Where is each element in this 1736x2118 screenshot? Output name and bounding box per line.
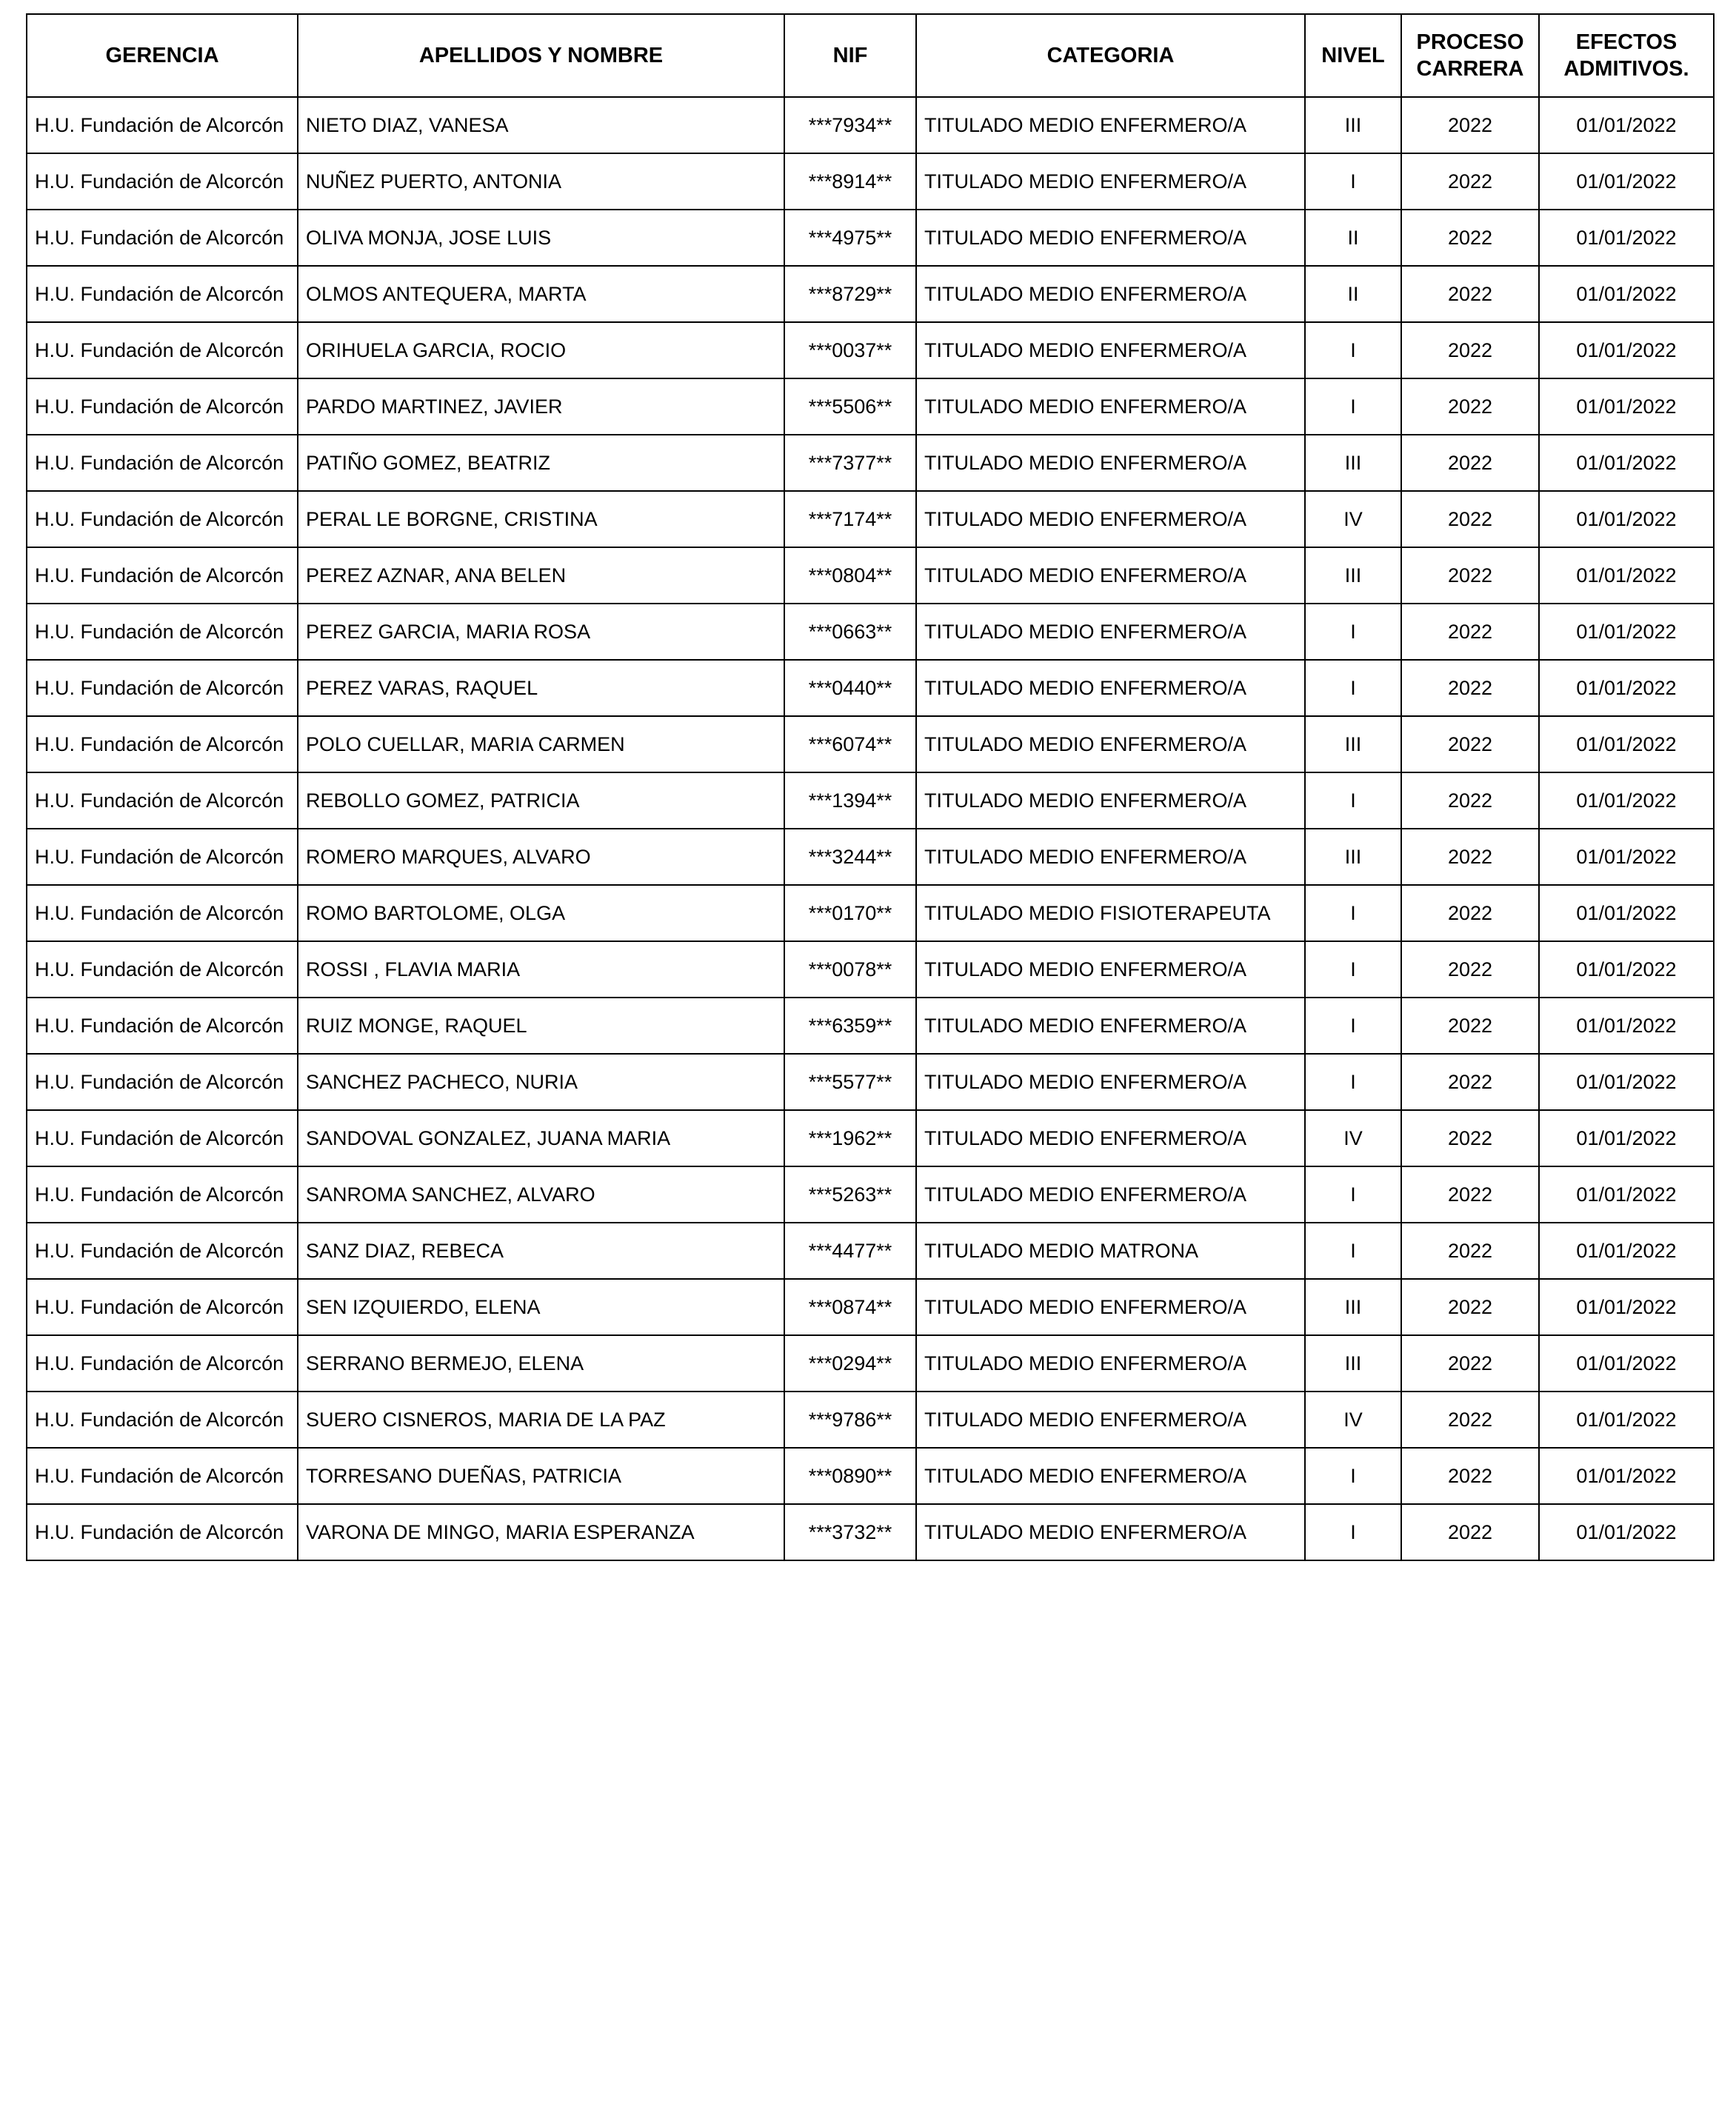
cell-nombre: SANZ DIAZ, REBECA xyxy=(298,1223,784,1279)
table-row xyxy=(27,547,1714,604)
cell-gerencia: H.U. Fundación de Alcorcón xyxy=(27,1110,298,1166)
cell-gerencia: H.U. Fundación de Alcorcón xyxy=(27,998,298,1054)
column-header-nivel: NIVEL xyxy=(1305,14,1401,97)
cell-nombre: PERAL LE BORGNE, CRISTINA xyxy=(298,491,784,547)
cell-categoria: TITULADO MEDIO ENFERMERO/A xyxy=(916,1448,1305,1504)
cell-nombre: TORRESANO DUEÑAS, PATRICIA xyxy=(298,1448,784,1504)
cell-gerencia: H.U. Fundación de Alcorcón xyxy=(27,491,298,547)
cell-gerencia: H.U. Fundación de Alcorcón xyxy=(27,1054,298,1110)
cell-proceso-carrera: 2022 xyxy=(1401,266,1539,322)
cell-nivel: I xyxy=(1305,941,1401,998)
cell-efectos-admitivos: 01/01/2022 xyxy=(1539,660,1714,716)
cell-gerencia: H.U. Fundación de Alcorcón xyxy=(27,1335,298,1392)
cell-nivel: III xyxy=(1305,1335,1401,1392)
cell-nombre: REBOLLO GOMEZ, PATRICIA xyxy=(298,772,784,829)
cell-efectos-admitivos: 01/01/2022 xyxy=(1539,1054,1714,1110)
cell-proceso-carrera: 2022 xyxy=(1401,1448,1539,1504)
cell-nif: ***5263** xyxy=(784,1166,916,1223)
cell-categoria: TITULADO MEDIO ENFERMERO/A xyxy=(916,941,1305,998)
cell-proceso-carrera: 2022 xyxy=(1401,547,1539,604)
cell-nombre: OLIVA MONJA, JOSE LUIS xyxy=(298,210,784,266)
cell-gerencia: H.U. Fundación de Alcorcón xyxy=(27,266,298,322)
cell-categoria: TITULADO MEDIO ENFERMERO/A xyxy=(916,1392,1305,1448)
cell-efectos-admitivos: 01/01/2022 xyxy=(1539,1110,1714,1166)
table-row xyxy=(27,97,1714,153)
cell-categoria: TITULADO MEDIO ENFERMERO/A xyxy=(916,1279,1305,1335)
cell-proceso-carrera: 2022 xyxy=(1401,1504,1539,1560)
table-row xyxy=(27,885,1714,941)
cell-nif: ***0804** xyxy=(784,547,916,604)
cell-proceso-carrera: 2022 xyxy=(1401,1110,1539,1166)
cell-efectos-admitivos: 01/01/2022 xyxy=(1539,829,1714,885)
cell-nif: ***7174** xyxy=(784,491,916,547)
table-row xyxy=(27,660,1714,716)
cell-gerencia: H.U. Fundación de Alcorcón xyxy=(27,1504,298,1560)
cell-proceso-carrera: 2022 xyxy=(1401,772,1539,829)
cell-efectos-admitivos: 01/01/2022 xyxy=(1539,1448,1714,1504)
cell-nivel: I xyxy=(1305,378,1401,435)
cell-categoria: TITULADO MEDIO MATRONA xyxy=(916,1223,1305,1279)
cell-proceso-carrera: 2022 xyxy=(1401,1279,1539,1335)
cell-nif: ***5577** xyxy=(784,1054,916,1110)
cell-efectos-admitivos: 01/01/2022 xyxy=(1539,1166,1714,1223)
cell-nombre: SEN IZQUIERDO, ELENA xyxy=(298,1279,784,1335)
cell-nombre: SANROMA SANCHEZ, ALVARO xyxy=(298,1166,784,1223)
cell-nivel: I xyxy=(1305,1223,1401,1279)
cell-categoria: TITULADO MEDIO ENFERMERO/A xyxy=(916,1110,1305,1166)
cell-gerencia: H.U. Fundación de Alcorcón xyxy=(27,885,298,941)
cell-nif: ***4477** xyxy=(784,1223,916,1279)
cell-nombre: VARONA DE MINGO, MARIA ESPERANZA xyxy=(298,1504,784,1560)
cell-efectos-admitivos: 01/01/2022 xyxy=(1539,1279,1714,1335)
cell-nivel: I xyxy=(1305,604,1401,660)
cell-proceso-carrera: 2022 xyxy=(1401,660,1539,716)
cell-efectos-admitivos: 01/01/2022 xyxy=(1539,716,1714,772)
cell-nivel: I xyxy=(1305,322,1401,378)
cell-nif: ***1394** xyxy=(784,772,916,829)
table-row xyxy=(27,266,1714,322)
cell-nombre: NUÑEZ PUERTO, ANTONIA xyxy=(298,153,784,210)
cell-categoria: TITULADO MEDIO ENFERMERO/A xyxy=(916,1166,1305,1223)
cell-nif: ***0663** xyxy=(784,604,916,660)
cell-nombre: ROMERO MARQUES, ALVARO xyxy=(298,829,784,885)
cell-nivel: III xyxy=(1305,716,1401,772)
cell-nif: ***0294** xyxy=(784,1335,916,1392)
cell-nivel: III xyxy=(1305,829,1401,885)
cell-gerencia: H.U. Fundación de Alcorcón xyxy=(27,1392,298,1448)
cell-efectos-admitivos: 01/01/2022 xyxy=(1539,1504,1714,1560)
cell-proceso-carrera: 2022 xyxy=(1401,941,1539,998)
table-row xyxy=(27,941,1714,998)
cell-proceso-carrera: 2022 xyxy=(1401,153,1539,210)
cell-nivel: I xyxy=(1305,772,1401,829)
cell-gerencia: H.U. Fundación de Alcorcón xyxy=(27,435,298,491)
cell-gerencia: H.U. Fundación de Alcorcón xyxy=(27,716,298,772)
cell-categoria: TITULADO MEDIO ENFERMERO/A xyxy=(916,378,1305,435)
cell-gerencia: H.U. Fundación de Alcorcón xyxy=(27,153,298,210)
cell-proceso-carrera: 2022 xyxy=(1401,1392,1539,1448)
cell-gerencia: H.U. Fundación de Alcorcón xyxy=(27,1223,298,1279)
cell-nif: ***6359** xyxy=(784,998,916,1054)
table-row xyxy=(27,1110,1714,1166)
cell-nivel: II xyxy=(1305,266,1401,322)
cell-nivel: III xyxy=(1305,1279,1401,1335)
cell-nivel: I xyxy=(1305,1448,1401,1504)
column-header-gerencia: GERENCIA xyxy=(27,14,298,97)
cell-gerencia: H.U. Fundación de Alcorcón xyxy=(27,604,298,660)
cell-nombre: PEREZ AZNAR, ANA BELEN xyxy=(298,547,784,604)
table-row xyxy=(27,491,1714,547)
cell-categoria: TITULADO MEDIO ENFERMERO/A xyxy=(916,322,1305,378)
cell-nombre: OLMOS ANTEQUERA, MARTA xyxy=(298,266,784,322)
cell-proceso-carrera: 2022 xyxy=(1401,1054,1539,1110)
cell-gerencia: H.U. Fundación de Alcorcón xyxy=(27,941,298,998)
cell-efectos-admitivos: 01/01/2022 xyxy=(1539,941,1714,998)
cell-nombre: PATIÑO GOMEZ, BEATRIZ xyxy=(298,435,784,491)
cell-gerencia: H.U. Fundación de Alcorcón xyxy=(27,772,298,829)
cell-nivel: III xyxy=(1305,435,1401,491)
table-row xyxy=(27,210,1714,266)
cell-nif: ***8729** xyxy=(784,266,916,322)
cell-nivel: I xyxy=(1305,885,1401,941)
table-row xyxy=(27,153,1714,210)
cell-nif: ***0037** xyxy=(784,322,916,378)
table-row xyxy=(27,1223,1714,1279)
cell-efectos-admitivos: 01/01/2022 xyxy=(1539,604,1714,660)
table-row xyxy=(27,716,1714,772)
cell-nif: ***7934** xyxy=(784,97,916,153)
cell-categoria: TITULADO MEDIO ENFERMERO/A xyxy=(916,547,1305,604)
cell-nivel: I xyxy=(1305,998,1401,1054)
cell-nombre: SANCHEZ PACHECO, NURIA xyxy=(298,1054,784,1110)
cell-nivel: IV xyxy=(1305,1392,1401,1448)
cell-nivel: I xyxy=(1305,660,1401,716)
column-header-nif: NIF xyxy=(784,14,916,97)
cell-proceso-carrera: 2022 xyxy=(1401,97,1539,153)
cell-proceso-carrera: 2022 xyxy=(1401,1223,1539,1279)
cell-efectos-admitivos: 01/01/2022 xyxy=(1539,998,1714,1054)
cell-nombre: PEREZ VARAS, RAQUEL xyxy=(298,660,784,716)
cell-nif: ***0440** xyxy=(784,660,916,716)
cell-nif: ***8914** xyxy=(784,153,916,210)
cell-nivel: I xyxy=(1305,1504,1401,1560)
cell-nombre: POLO CUELLAR, MARIA CARMEN xyxy=(298,716,784,772)
column-header-categoria: CATEGORIA xyxy=(916,14,1305,97)
cell-proceso-carrera: 2022 xyxy=(1401,1335,1539,1392)
table-row xyxy=(27,435,1714,491)
table-row xyxy=(27,1504,1714,1560)
cell-nivel: III xyxy=(1305,547,1401,604)
cell-nombre: NIETO DIAZ, VANESA xyxy=(298,97,784,153)
cell-proceso-carrera: 2022 xyxy=(1401,210,1539,266)
cell-nif: ***6074** xyxy=(784,716,916,772)
cell-proceso-carrera: 2022 xyxy=(1401,829,1539,885)
table-row xyxy=(27,772,1714,829)
cell-nombre: PARDO MARTINEZ, JAVIER xyxy=(298,378,784,435)
table-row xyxy=(27,1392,1714,1448)
cell-nombre: RUIZ MONGE, RAQUEL xyxy=(298,998,784,1054)
cell-gerencia: H.U. Fundación de Alcorcón xyxy=(27,829,298,885)
cell-nombre: SUERO CISNEROS, MARIA DE LA PAZ xyxy=(298,1392,784,1448)
cell-categoria: TITULADO MEDIO ENFERMERO/A xyxy=(916,1504,1305,1560)
cell-nif: ***7377** xyxy=(784,435,916,491)
cell-nif: ***1962** xyxy=(784,1110,916,1166)
cell-efectos-admitivos: 01/01/2022 xyxy=(1539,322,1714,378)
table-head xyxy=(27,14,1714,97)
cell-nif: ***9786** xyxy=(784,1392,916,1448)
table-row xyxy=(27,1335,1714,1392)
cell-efectos-admitivos: 01/01/2022 xyxy=(1539,772,1714,829)
cell-proceso-carrera: 2022 xyxy=(1401,998,1539,1054)
cell-categoria: TITULADO MEDIO ENFERMERO/A xyxy=(916,716,1305,772)
cell-gerencia: H.U. Fundación de Alcorcón xyxy=(27,1279,298,1335)
cell-categoria: TITULADO MEDIO ENFERMERO/A xyxy=(916,772,1305,829)
cell-proceso-carrera: 2022 xyxy=(1401,604,1539,660)
cell-proceso-carrera: 2022 xyxy=(1401,322,1539,378)
cell-nivel: IV xyxy=(1305,491,1401,547)
cell-gerencia: H.U. Fundación de Alcorcón xyxy=(27,660,298,716)
cell-categoria: TITULADO MEDIO ENFERMERO/A xyxy=(916,435,1305,491)
cell-categoria: TITULADO MEDIO ENFERMERO/A xyxy=(916,97,1305,153)
column-header-proceso-carrera: PROCESO CARRERA xyxy=(1401,14,1539,97)
table-row xyxy=(27,1054,1714,1110)
cell-nif: ***0874** xyxy=(784,1279,916,1335)
cell-categoria: TITULADO MEDIO ENFERMERO/A xyxy=(916,210,1305,266)
column-header-nombre: APELLIDOS Y NOMBRE xyxy=(298,14,784,97)
cell-nivel: I xyxy=(1305,153,1401,210)
cell-categoria: TITULADO MEDIO ENFERMERO/A xyxy=(916,1054,1305,1110)
cell-categoria: TITULADO MEDIO ENFERMERO/A xyxy=(916,266,1305,322)
cell-efectos-admitivos: 01/01/2022 xyxy=(1539,378,1714,435)
cell-categoria: TITULADO MEDIO ENFERMERO/A xyxy=(916,604,1305,660)
cell-efectos-admitivos: 01/01/2022 xyxy=(1539,885,1714,941)
cell-nombre: ROMO BARTOLOME, OLGA xyxy=(298,885,784,941)
table-row xyxy=(27,1166,1714,1223)
cell-categoria: TITULADO MEDIO ENFERMERO/A xyxy=(916,1335,1305,1392)
cell-proceso-carrera: 2022 xyxy=(1401,491,1539,547)
cell-nif: ***0170** xyxy=(784,885,916,941)
table-row xyxy=(27,322,1714,378)
table-row xyxy=(27,1448,1714,1504)
table-row xyxy=(27,829,1714,885)
cell-categoria: TITULADO MEDIO ENFERMERO/A xyxy=(916,998,1305,1054)
cell-nif: ***3244** xyxy=(784,829,916,885)
cell-nivel: III xyxy=(1305,97,1401,153)
cell-nif: ***0890** xyxy=(784,1448,916,1504)
cell-gerencia: H.U. Fundación de Alcorcón xyxy=(27,97,298,153)
cell-nif: ***0078** xyxy=(784,941,916,998)
cell-efectos-admitivos: 01/01/2022 xyxy=(1539,547,1714,604)
cell-efectos-admitivos: 01/01/2022 xyxy=(1539,97,1714,153)
table-row xyxy=(27,378,1714,435)
cell-nivel: II xyxy=(1305,210,1401,266)
cell-gerencia: H.U. Fundación de Alcorcón xyxy=(27,1166,298,1223)
cell-nombre: SERRANO BERMEJO, ELENA xyxy=(298,1335,784,1392)
cell-gerencia: H.U. Fundación de Alcorcón xyxy=(27,322,298,378)
cell-nombre: ROSSI , FLAVIA MARIA xyxy=(298,941,784,998)
personnel-table xyxy=(26,13,1715,1561)
cell-efectos-admitivos: 01/01/2022 xyxy=(1539,435,1714,491)
cell-efectos-admitivos: 01/01/2022 xyxy=(1539,153,1714,210)
cell-nombre: ORIHUELA GARCIA, ROCIO xyxy=(298,322,784,378)
cell-categoria: TITULADO MEDIO ENFERMERO/A xyxy=(916,491,1305,547)
cell-categoria: TITULADO MEDIO FISIOTERAPEUTA xyxy=(916,885,1305,941)
cell-efectos-admitivos: 01/01/2022 xyxy=(1539,266,1714,322)
cell-proceso-carrera: 2022 xyxy=(1401,1166,1539,1223)
cell-categoria: TITULADO MEDIO ENFERMERO/A xyxy=(916,660,1305,716)
cell-categoria: TITULADO MEDIO ENFERMERO/A xyxy=(916,153,1305,210)
cell-efectos-admitivos: 01/01/2022 xyxy=(1539,1392,1714,1448)
cell-gerencia: H.U. Fundación de Alcorcón xyxy=(27,378,298,435)
cell-efectos-admitivos: 01/01/2022 xyxy=(1539,1223,1714,1279)
cell-gerencia: H.U. Fundación de Alcorcón xyxy=(27,210,298,266)
cell-efectos-admitivos: 01/01/2022 xyxy=(1539,210,1714,266)
cell-efectos-admitivos: 01/01/2022 xyxy=(1539,491,1714,547)
cell-efectos-admitivos: 01/01/2022 xyxy=(1539,1335,1714,1392)
cell-gerencia: H.U. Fundación de Alcorcón xyxy=(27,1448,298,1504)
cell-nombre: PEREZ GARCIA, MARIA ROSA xyxy=(298,604,784,660)
table-row xyxy=(27,604,1714,660)
cell-gerencia: H.U. Fundación de Alcorcón xyxy=(27,547,298,604)
column-header-efectos-admitivos: EFECTOS ADMITIVOS. xyxy=(1539,14,1714,97)
cell-nif: ***5506** xyxy=(784,378,916,435)
cell-nivel: IV xyxy=(1305,1110,1401,1166)
table-body xyxy=(27,97,1714,1560)
table-row xyxy=(27,1279,1714,1335)
cell-proceso-carrera: 2022 xyxy=(1401,885,1539,941)
cell-nombre: SANDOVAL GONZALEZ, JUANA MARIA xyxy=(298,1110,784,1166)
cell-nif: ***3732** xyxy=(784,1504,916,1560)
cell-proceso-carrera: 2022 xyxy=(1401,378,1539,435)
cell-categoria: TITULADO MEDIO ENFERMERO/A xyxy=(916,829,1305,885)
table-header-row xyxy=(27,14,1714,97)
cell-nif: ***4975** xyxy=(784,210,916,266)
cell-proceso-carrera: 2022 xyxy=(1401,435,1539,491)
table-row xyxy=(27,998,1714,1054)
cell-nivel: I xyxy=(1305,1166,1401,1223)
cell-proceso-carrera: 2022 xyxy=(1401,716,1539,772)
cell-nivel: I xyxy=(1305,1054,1401,1110)
